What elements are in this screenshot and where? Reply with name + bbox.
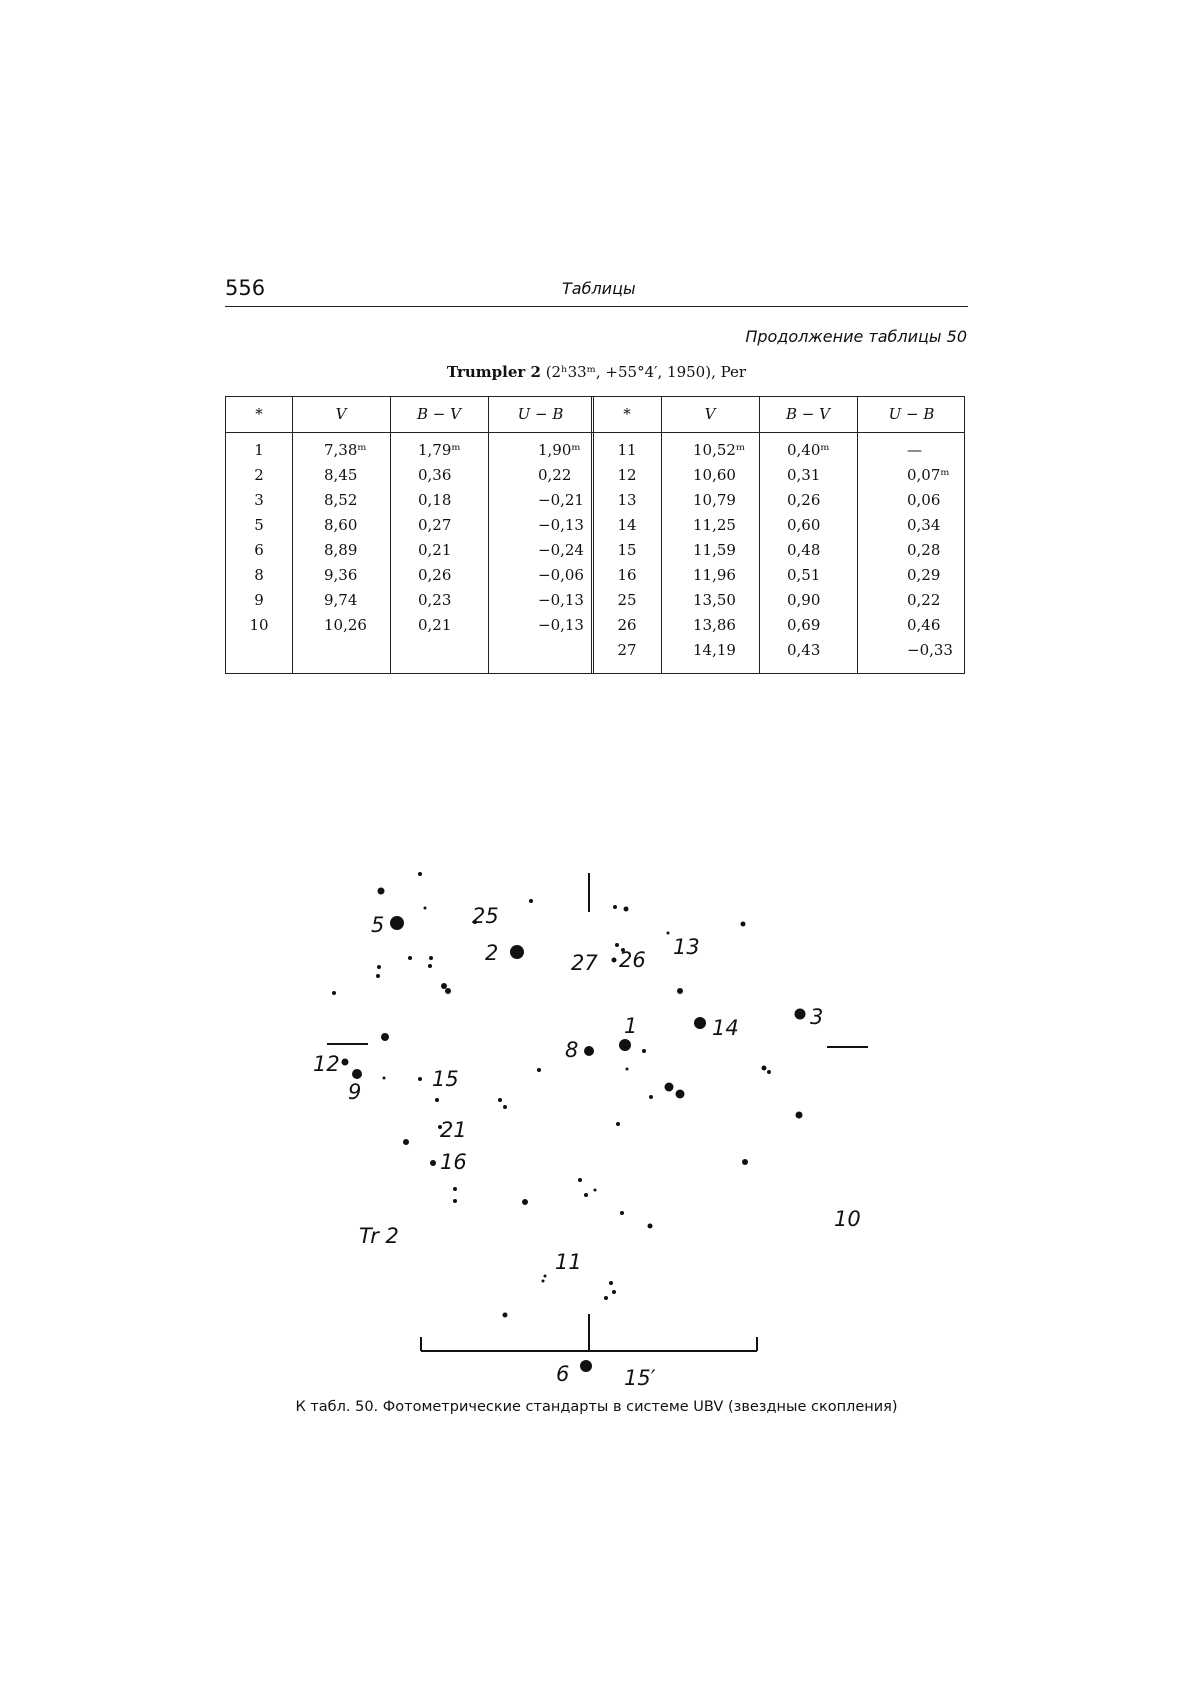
star-number-cell: 14 <box>617 516 637 534</box>
star-dot <box>430 1160 436 1166</box>
star-dot <box>441 983 447 989</box>
table-cell: 0,90 <box>787 591 821 609</box>
table-cell: 1,79ᵐ <box>418 441 461 459</box>
star-number-cell: 12 <box>617 466 637 484</box>
star-dot <box>767 1070 771 1074</box>
star-label: 2 <box>485 941 499 965</box>
star-dot <box>612 958 617 963</box>
table-cell: 0,28 <box>907 541 941 559</box>
table-cell: 0,46 <box>907 616 941 634</box>
table-cell: −0,21 <box>538 491 584 509</box>
table-cell: −0,13 <box>538 616 584 634</box>
table-cell: — <box>907 441 922 459</box>
table-cell: −0,13 <box>538 516 584 534</box>
star-label: 3 <box>810 1005 824 1029</box>
cluster-label: Tr 2 <box>359 1224 399 1248</box>
table-cell: 0,22 <box>907 591 941 609</box>
star-dot <box>665 1083 674 1092</box>
star-number-cell: 16 <box>617 566 637 584</box>
column-header: V <box>335 405 347 423</box>
table-cell: 0,22 <box>538 466 572 484</box>
star-dot <box>741 922 746 927</box>
star-dot <box>381 1033 389 1041</box>
star-dot <box>383 1077 386 1080</box>
column-header: * <box>623 405 631 423</box>
chart-frame <box>327 873 868 1351</box>
running-title: Таблицы <box>562 279 636 298</box>
star-dot <box>762 1066 767 1071</box>
star-dot <box>580 1360 592 1372</box>
column-header: B − V <box>417 405 461 423</box>
star-label: 10 <box>834 1207 861 1231</box>
star-dot <box>435 1098 439 1102</box>
star-dot <box>584 1193 588 1197</box>
star-dot <box>676 1090 685 1099</box>
star-dot <box>418 1077 422 1081</box>
star-dot <box>619 1039 631 1051</box>
star-dot <box>649 1095 653 1099</box>
star-label: 6 <box>556 1362 570 1386</box>
table-cell: 0,21 <box>418 541 452 559</box>
star-dot <box>498 1098 502 1102</box>
star-dot <box>453 1199 457 1203</box>
star-dot <box>620 1211 624 1215</box>
star-number-cell: 26 <box>617 616 637 634</box>
scale-label: 15′ <box>624 1366 656 1390</box>
table-cell: 10,52ᵐ <box>693 441 746 459</box>
table-cell: −0,13 <box>538 591 584 609</box>
continuation-label: Продолжение таблицы 50 <box>745 327 967 346</box>
star-number-cell: 11 <box>617 441 637 459</box>
table-cell: 14,19 <box>693 641 736 659</box>
table-cell: 0,48 <box>787 541 821 559</box>
table-cell: 0,40ᵐ <box>787 441 830 459</box>
table-cell: 0,34 <box>907 516 941 534</box>
star-number-cell: 25 <box>617 591 637 609</box>
table-cell: 7,38ᵐ <box>324 441 367 459</box>
star-number-cell: 9 <box>254 591 264 609</box>
star-dot <box>604 1296 608 1300</box>
table-cell: 0,29 <box>907 566 941 584</box>
star-label: 27 <box>571 951 598 975</box>
star-dot <box>609 1281 613 1285</box>
page-number: 556 <box>225 276 266 300</box>
table-cell: 13,50 <box>693 591 736 609</box>
table-cell: 1,90ᵐ <box>538 441 581 459</box>
column-header: U − B <box>888 405 935 423</box>
table-cell: 0,26 <box>787 491 821 509</box>
star-label: 11 <box>555 1250 582 1274</box>
table-cell: 13,86 <box>693 616 736 634</box>
star-dot <box>612 1290 616 1294</box>
star-dot <box>694 1017 706 1029</box>
star-number-cell: 3 <box>254 491 264 509</box>
star-number-cell: 6 <box>254 541 264 559</box>
star-label: 9 <box>348 1080 362 1104</box>
table-cell: 0,26 <box>418 566 452 584</box>
star-dot <box>667 932 670 935</box>
star-number-cell: 13 <box>617 491 637 509</box>
star-label: 15 <box>432 1067 459 1091</box>
table-cell: 10,60 <box>693 466 736 484</box>
star-dot <box>522 1199 528 1205</box>
star-dot <box>529 899 533 903</box>
star-label: 12 <box>313 1052 340 1076</box>
star-number-cell: 2 <box>254 466 264 484</box>
star-number-cell: 15 <box>617 541 637 559</box>
star-dot <box>616 1122 620 1126</box>
star-dot <box>648 1224 653 1229</box>
star-dot <box>418 872 422 876</box>
star-number-cell: 10 <box>249 616 269 634</box>
star-label: 21 <box>440 1118 467 1142</box>
table-cell: 0,18 <box>418 491 452 509</box>
star-dot <box>342 1059 349 1066</box>
table-cell: 0,27 <box>418 516 452 534</box>
star-dot <box>624 907 629 912</box>
star-labels <box>313 904 861 1390</box>
table-cell: 0,21 <box>418 616 452 634</box>
cluster-name: Trumpler 2 <box>446 363 541 381</box>
star-dot <box>424 907 427 910</box>
table-cell: −0,24 <box>538 541 584 559</box>
table-cell: 8,89 <box>324 541 358 559</box>
star-dot <box>742 1159 748 1165</box>
table-cell: 8,60 <box>324 516 358 534</box>
star-label: 25 <box>472 904 499 928</box>
star-number-cell: 5 <box>254 516 264 534</box>
column-header: * <box>255 405 263 423</box>
table-cell: 8,45 <box>324 466 358 484</box>
star-number-cell: 1 <box>254 441 264 459</box>
star-dot <box>503 1313 508 1318</box>
star-dot <box>615 943 619 947</box>
star-field <box>332 872 806 1372</box>
star-label: 1 <box>624 1014 638 1038</box>
star-dot <box>594 1189 597 1192</box>
star-dot <box>544 1275 547 1278</box>
table-cell: 9,36 <box>324 566 358 584</box>
star-dot <box>352 1069 362 1079</box>
star-label: 13 <box>673 935 700 959</box>
star-dot <box>390 916 404 930</box>
star-dot <box>332 991 336 995</box>
star-label: 5 <box>371 913 385 937</box>
column-header: B − V <box>786 405 830 423</box>
star-dot <box>510 945 524 959</box>
star-dot <box>408 956 412 960</box>
star-dot <box>578 1178 582 1182</box>
star-dot <box>613 905 617 909</box>
star-dot <box>795 1009 806 1020</box>
star-number-cell: 8 <box>254 566 264 584</box>
star-label: 26 <box>619 948 646 972</box>
star-dot <box>445 988 451 994</box>
table-cell: 0,60 <box>787 516 821 534</box>
table-cell: 11,96 <box>693 566 736 584</box>
table-cell: 0,06 <box>907 491 941 509</box>
star-dot <box>677 988 683 994</box>
star-dot <box>584 1046 594 1056</box>
column-header: U − B <box>517 405 564 423</box>
star-dot <box>378 888 385 895</box>
star-dot <box>626 1068 629 1071</box>
table-cell: 0,31 <box>787 466 821 484</box>
table-cell: 11,59 <box>693 541 736 559</box>
cluster-coordinates: (2ʰ33ᵐ, +55°4′, 1950), Per <box>540 363 747 381</box>
star-dot <box>642 1049 646 1053</box>
star-dot <box>503 1105 507 1109</box>
star-dot <box>542 1280 545 1283</box>
star-dot <box>429 956 433 960</box>
table-cell: −0,06 <box>538 566 584 584</box>
star-dot <box>796 1112 803 1119</box>
figure-caption: К табл. 50. Фотометрические стандарты в системе UBV (звездные скопления) <box>295 1399 898 1415</box>
star-label: 14 <box>712 1016 739 1040</box>
table-cell: 10,26 <box>324 616 367 634</box>
table-cell: 8,52 <box>324 491 358 509</box>
table-cell: 11,25 <box>693 516 736 534</box>
table-cell: 10,79 <box>693 491 736 509</box>
star-dot <box>376 974 380 978</box>
table-cell: 0,07ᵐ <box>907 466 950 484</box>
table-cell: 0,23 <box>418 591 452 609</box>
star-label: 16 <box>440 1150 467 1174</box>
table-cell: −0,33 <box>907 641 953 659</box>
star-number-cell: 27 <box>617 641 637 659</box>
star-dot <box>453 1187 457 1191</box>
star-dot <box>403 1139 409 1145</box>
table-cell: 0,43 <box>787 641 821 659</box>
table-cell: 0,36 <box>418 466 452 484</box>
column-header: V <box>704 405 716 423</box>
star-dot <box>377 965 381 969</box>
star-dot <box>537 1068 541 1072</box>
star-dot <box>428 964 432 968</box>
star-label: 8 <box>565 1038 579 1062</box>
table-cell: 0,69 <box>787 616 821 634</box>
table-cell: 0,51 <box>787 566 821 584</box>
table-cell: 9,74 <box>324 591 358 609</box>
